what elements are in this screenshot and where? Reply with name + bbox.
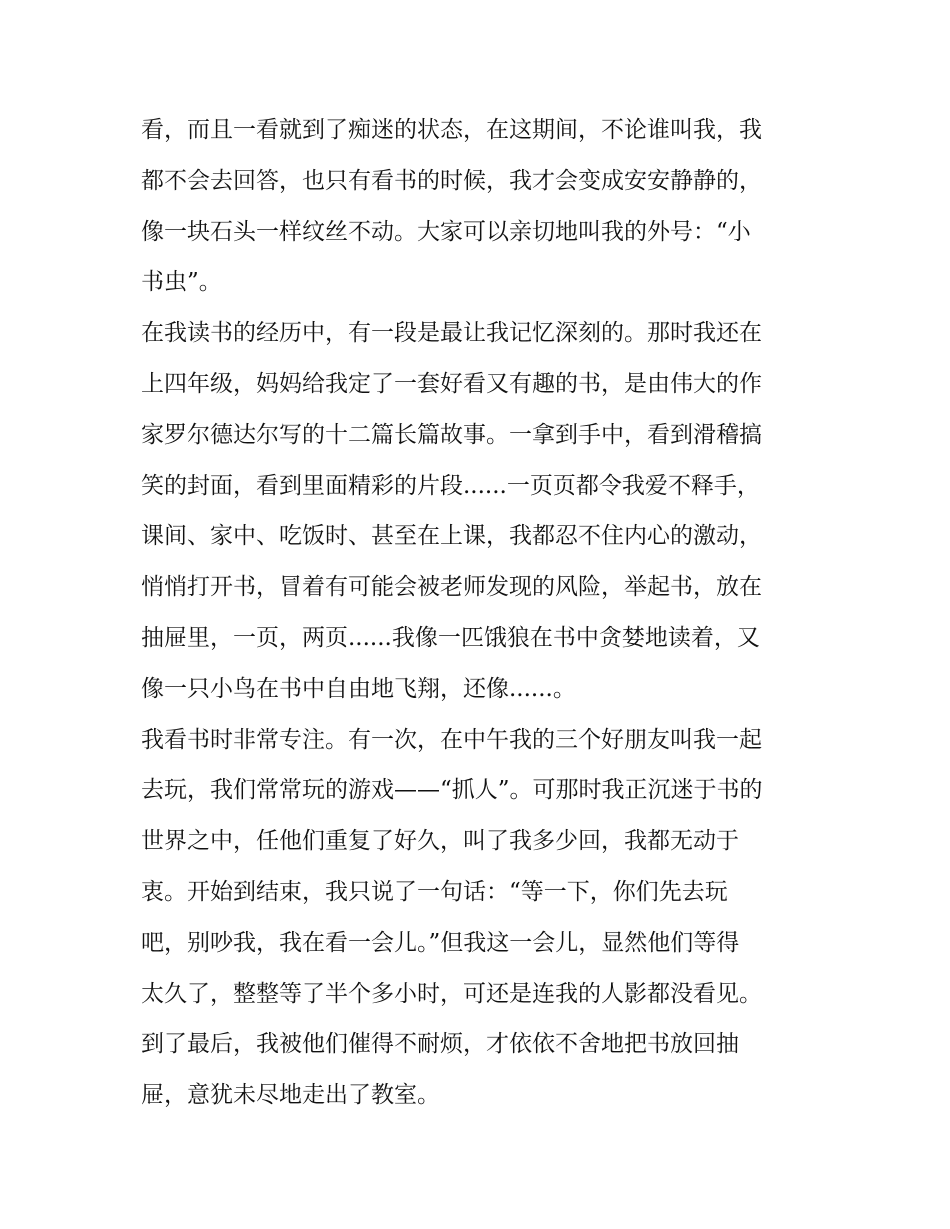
text-line: 吧，别吵我，我在看一会儿。”但我这一会儿，显然他们等得	[141, 929, 740, 956]
text-line: 我看书时非常专注。有一次，在中午我的三个好朋友叫我一起	[141, 726, 762, 753]
essay-text	[141, 111, 821, 1127]
text-line: 课间、家中、吃饭时、甚至在上课，我都忍不住内心的激动，	[141, 523, 762, 550]
text-line: 屉，意犹未尽地走出了教室。	[141, 1082, 440, 1109]
text-line: 去玩，我们常常玩的游戏——“抓人”。可那时我正沉迷于书的	[141, 777, 763, 804]
text-line: 看，而且一看就到了痴迷的状态，在这期间，不论谁叫我，我	[141, 117, 762, 143]
text-line: 世界之中，任他们重复了好久，叫了我多少回，我都无动于	[141, 828, 739, 855]
text-line: 抽屉里，一页，两页......我像一匹饿狼在书中贪婪地读着，又	[141, 624, 760, 651]
text-line: 在我读书的经历中，有一段是最让我记忆深刻的。那时我还在	[141, 320, 762, 347]
text-line: 悄悄打开书，冒着有可能会被老师发现的风险，举起书，放在	[141, 574, 762, 601]
text-line: 到了最后，我被他们催得不耐烦，才依依不舍地把书放回抽	[141, 1031, 739, 1058]
text-line: 笑的封面，看到里面精彩的片段......一页页都令我爱不释手，	[141, 472, 760, 499]
text-line: 上四年级，妈妈给我定了一套好看又有趣的书，是由伟大的作	[141, 370, 762, 397]
text-line: 家罗尔德达尔写的十二篇长篇故事。一拿到手中，看到滑稽搞	[141, 421, 762, 448]
text-line: 像一块石头一样纹丝不动。大家可以亲切地叫我的外号：“小	[141, 218, 751, 245]
text-line: 像一只小鸟在书中自由地飞翔，还像......。	[141, 675, 576, 702]
text-line: 太久了，整整等了半个多小时，可还是连我的人影都没看见。	[141, 980, 762, 1007]
text-line: 书虫”。	[141, 269, 222, 296]
text-line: 衷。开始到结束，我只说了一句话：“等一下，你们先去玩	[141, 878, 728, 905]
text-line: 都不会去回答，也只有看书的时候，我才会变成安安静静的，	[141, 167, 762, 194]
